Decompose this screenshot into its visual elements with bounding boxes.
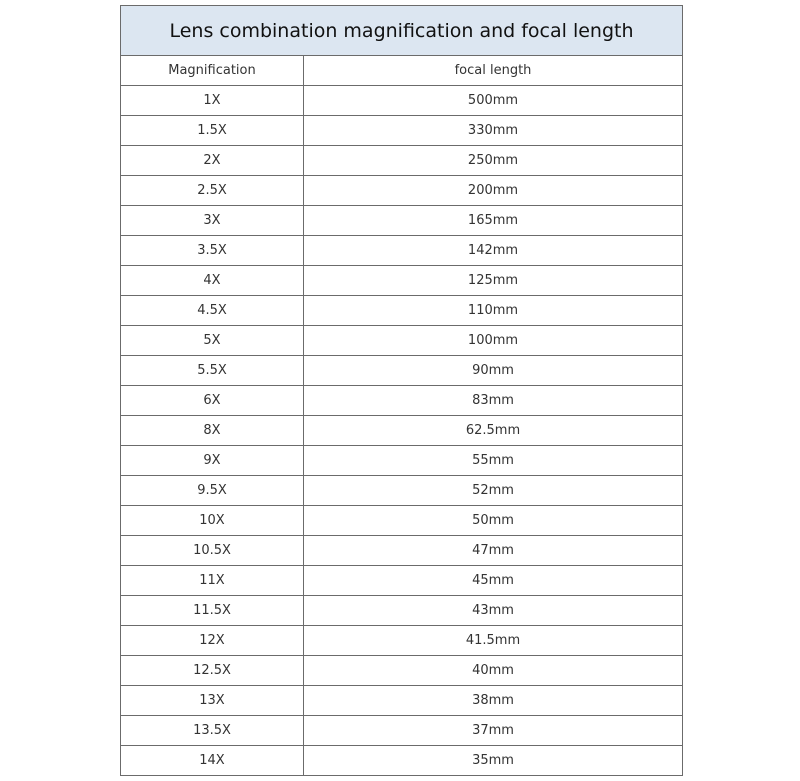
focal-length-cell: 250mm bbox=[304, 146, 683, 176]
focal-length-cell: 45mm bbox=[304, 566, 683, 596]
table-row bbox=[121, 746, 683, 776]
focal-length-cell: 35mm bbox=[304, 746, 683, 776]
magnification-cell: 13X bbox=[121, 686, 304, 716]
table-row bbox=[121, 506, 683, 536]
focal-length-cell: 200mm bbox=[304, 176, 683, 206]
table-row bbox=[121, 566, 683, 596]
magnification-cell: 1X bbox=[121, 86, 304, 116]
magnification-cell: 9.5X bbox=[121, 476, 304, 506]
table-row bbox=[121, 536, 683, 566]
magnification-cell: 3X bbox=[121, 206, 304, 236]
focal-length-cell: 50mm bbox=[304, 506, 683, 536]
table-row bbox=[121, 326, 683, 356]
focal-length-table bbox=[120, 5, 683, 776]
focal-length-cell: 47mm bbox=[304, 536, 683, 566]
table-row bbox=[121, 626, 683, 656]
magnification-cell: 2X bbox=[121, 146, 304, 176]
focal-length-cell: 110mm bbox=[304, 296, 683, 326]
focal-length-cell: 41.5mm bbox=[304, 626, 683, 656]
magnification-cell: 13.5X bbox=[121, 716, 304, 746]
focal-length-cell: 500mm bbox=[304, 86, 683, 116]
magnification-cell: 10.5X bbox=[121, 536, 304, 566]
magnification-cell: 5X bbox=[121, 326, 304, 356]
magnification-cell: 11.5X bbox=[121, 596, 304, 626]
focal-length-cell: 55mm bbox=[304, 446, 683, 476]
focal-length-cell: 62.5mm bbox=[304, 416, 683, 446]
magnification-cell: 5.5X bbox=[121, 356, 304, 386]
table-row bbox=[121, 266, 683, 296]
focal-length-cell: 90mm bbox=[304, 356, 683, 386]
focal-length-table-container bbox=[120, 5, 682, 776]
table-title-row bbox=[121, 6, 683, 56]
focal-length-cell: 38mm bbox=[304, 686, 683, 716]
magnification-cell: 14X bbox=[121, 746, 304, 776]
table-row bbox=[121, 476, 683, 506]
table-row bbox=[121, 86, 683, 116]
table-header-row bbox=[121, 56, 683, 86]
magnification-cell: 3.5X bbox=[121, 236, 304, 266]
table-row bbox=[121, 206, 683, 236]
focal-length-cell: 83mm bbox=[304, 386, 683, 416]
magnification-cell: 12.5X bbox=[121, 656, 304, 686]
table-row bbox=[121, 236, 683, 266]
table-row bbox=[121, 416, 683, 446]
column-header-focal-length: focal length bbox=[304, 56, 683, 86]
magnification-cell: 8X bbox=[121, 416, 304, 446]
table-row bbox=[121, 176, 683, 206]
focal-length-cell: 43mm bbox=[304, 596, 683, 626]
focal-length-cell: 52mm bbox=[304, 476, 683, 506]
magnification-cell: 4X bbox=[121, 266, 304, 296]
magnification-cell: 4.5X bbox=[121, 296, 304, 326]
table-row bbox=[121, 446, 683, 476]
focal-length-cell: 40mm bbox=[304, 656, 683, 686]
table-row bbox=[121, 116, 683, 146]
table-row bbox=[121, 356, 683, 386]
table-row bbox=[121, 146, 683, 176]
magnification-cell: 10X bbox=[121, 506, 304, 536]
focal-length-cell: 37mm bbox=[304, 716, 683, 746]
column-header-magnification: Magnification bbox=[121, 56, 304, 86]
focal-length-cell: 142mm bbox=[304, 236, 683, 266]
focal-length-cell: 100mm bbox=[304, 326, 683, 356]
magnification-cell: 1.5X bbox=[121, 116, 304, 146]
table-row bbox=[121, 656, 683, 686]
magnification-cell: 11X bbox=[121, 566, 304, 596]
table-row bbox=[121, 296, 683, 326]
focal-length-cell: 330mm bbox=[304, 116, 683, 146]
focal-length-cell: 125mm bbox=[304, 266, 683, 296]
table-title: Lens combination magnification and focal length bbox=[121, 6, 683, 56]
magnification-cell: 12X bbox=[121, 626, 304, 656]
table-row bbox=[121, 716, 683, 746]
table-row bbox=[121, 386, 683, 416]
table-row bbox=[121, 596, 683, 626]
magnification-cell: 2.5X bbox=[121, 176, 304, 206]
magnification-cell: 9X bbox=[121, 446, 304, 476]
magnification-cell: 6X bbox=[121, 386, 304, 416]
table-body bbox=[121, 86, 683, 776]
focal-length-cell: 165mm bbox=[304, 206, 683, 236]
table-row bbox=[121, 686, 683, 716]
